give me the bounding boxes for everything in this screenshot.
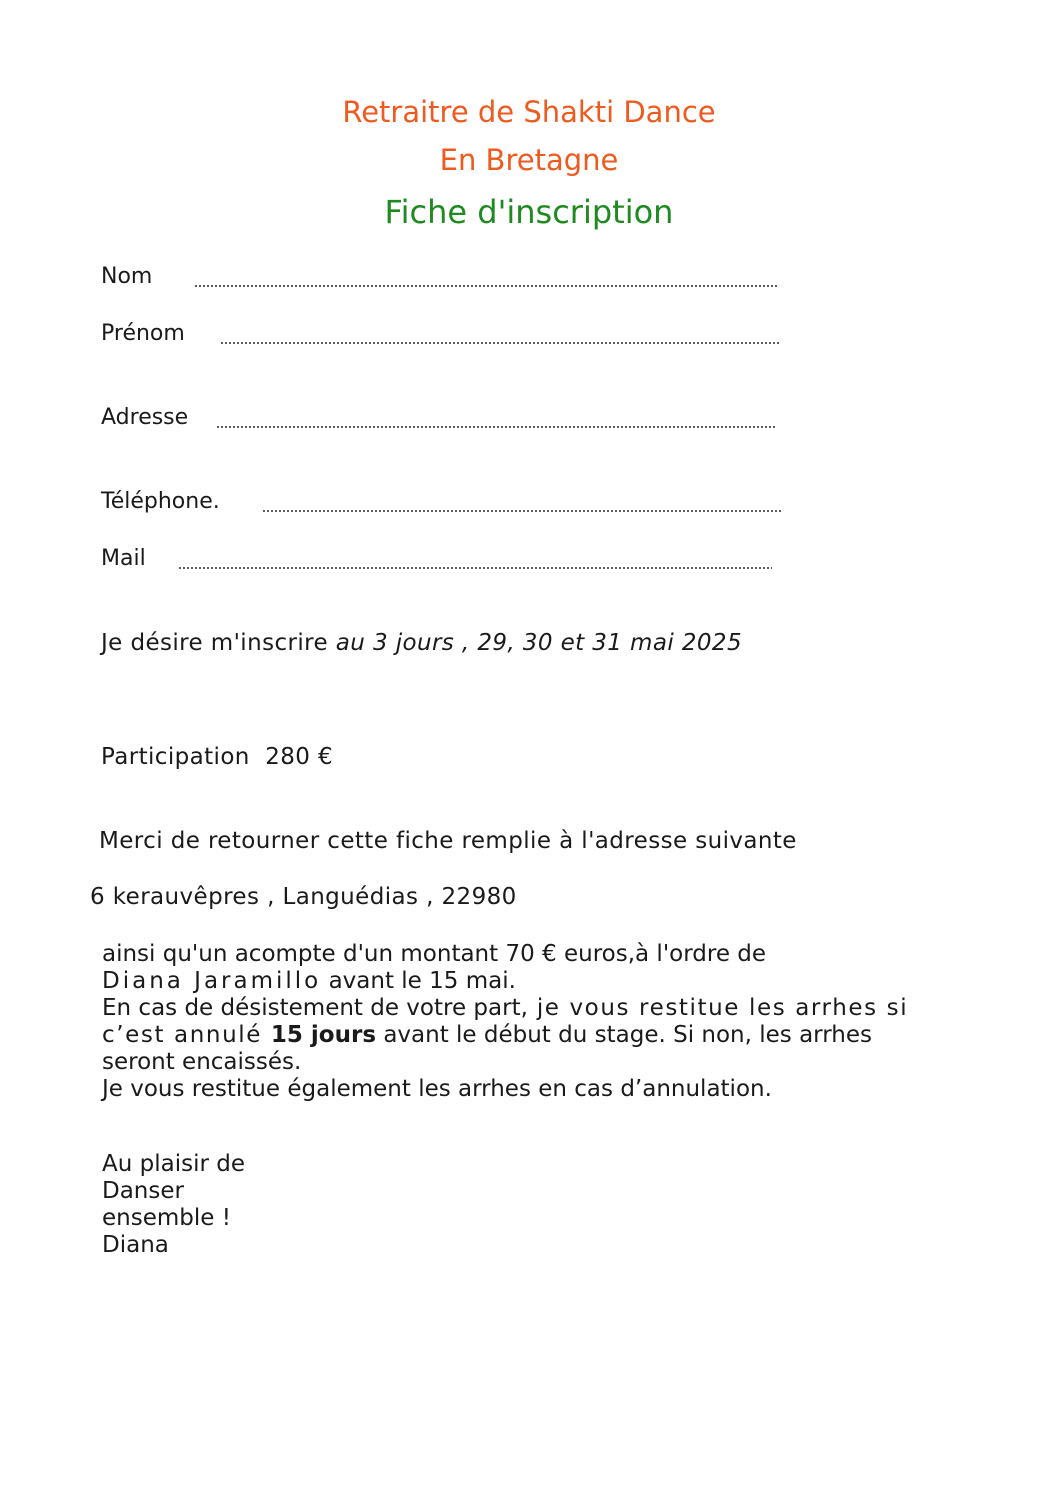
deposit-paragraph (102, 941, 908, 1103)
registration-dates: au 3 jours , 29, 30 et 31 mai 2025 (335, 630, 742, 656)
payee-name: Diana Jaramillo (102, 968, 322, 994)
closing-line2: Danser (102, 1178, 184, 1204)
cancel-bold: 15 jours (270, 1022, 377, 1048)
telephone-input-line[interactable] (262, 510, 783, 512)
prenom-input-line[interactable] (220, 342, 780, 344)
participation-fee: Participation 280 € (101, 744, 334, 770)
return-note: Merci de retourner cette fiche remplie à l'adresse suivante (99, 828, 797, 854)
cancel-line2 (102, 1022, 908, 1049)
form-title: Fiche d'inscription (384, 193, 674, 231)
cancel-line1 (102, 995, 908, 1022)
cancel-text-c: c’est annulé (102, 1022, 271, 1048)
signature: Diana (102, 1232, 169, 1258)
adresse-label: Adresse (101, 405, 189, 430)
deposit-line2 (102, 968, 908, 995)
cancel-text-a: En cas de désistement de votre part, (102, 995, 528, 1021)
registration-line (101, 630, 742, 656)
cancel-text-d: avant le début du stage. Si non, les arrhes (376, 1022, 872, 1048)
deposit-line1: ainsi qu'un acompte d'un montant 70 € euros,à l'ordre de (102, 941, 767, 967)
nom-input-line[interactable] (194, 285, 777, 287)
cancel-text-b: je vous restitue les arrhes si (527, 995, 909, 1021)
prenom-label: Prénom (101, 321, 185, 346)
closing-line3: ensemble ! (102, 1205, 231, 1231)
cancel-line3: seront encaissés. (102, 1049, 302, 1075)
deposit-deadline: avant le 15 mai. (321, 968, 516, 994)
nom-label: Nom (101, 264, 153, 289)
title-line2: En Bretagne (439, 143, 619, 177)
mail-label: Mail (101, 546, 146, 571)
closing-line1: Au plaisir de (102, 1151, 245, 1177)
telephone-label: Téléphone. (101, 489, 220, 514)
postal-address: 6 kerauvêpres , Languédias , 22980 (90, 884, 517, 910)
title-line1: Retraitre de Shakti Dance (342, 95, 716, 129)
closing-block (102, 1151, 245, 1259)
registration-intro: Je désire m'inscrire (101, 630, 329, 656)
cancel-line4: Je vous restitue également les arrhes en cas d’annulation. (102, 1076, 772, 1102)
mail-input-line[interactable] (178, 567, 772, 569)
adresse-input-line[interactable] (216, 426, 777, 428)
